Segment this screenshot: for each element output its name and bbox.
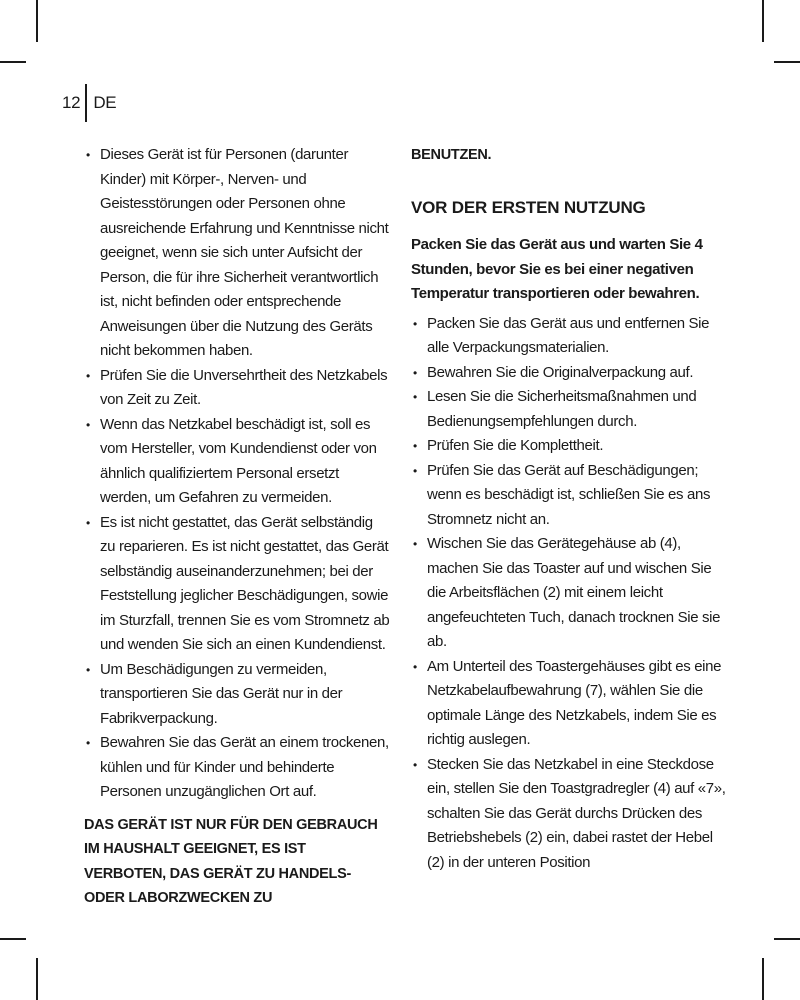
first-use-bullet-list [411, 312, 727, 876]
section-title: VOR DER ERSTEN NUTZUNG [411, 197, 646, 217]
list-item: • Bewahren Sie das Gerät an einem trockenen, kühlen und für Kinder und behinderte Personen unzugänglichen Ort auf. [84, 731, 390, 805]
right-column [411, 143, 727, 875]
crop-mark-top-left-vertical [36, 0, 38, 42]
page-number: 12 [62, 93, 81, 112]
safety-bullet-list [84, 143, 390, 805]
header-divider [85, 84, 87, 122]
list-item: • Packen Sie das Gerät aus und entfernen Sie alle Verpackungsmaterialien. [411, 312, 727, 361]
list-item: • Es ist nicht gestattet, das Gerät selbständig zu reparieren. Es ist nicht gestattet, das Gerät selbständig auseinanderzunehmen; bei der Feststellung jeglicher Beschädigungen, sowie im Sturzfall, trennen Sie es vom Stromnetz ab und wenden Sie sich an einen Kundendienst. [84, 511, 390, 658]
language-code: DE [93, 93, 117, 112]
list-item: • Wenn das Netzkabel beschädigt ist, soll es vom Hersteller, vom Kundendienst oder von ähnlich qualifiziertem Personal ersetzt werden, um Gefahren zu vermeiden. [84, 413, 390, 511]
crop-mark-top-left-horizontal [0, 61, 26, 63]
list-item: • Stecken Sie das Netzkabel in eine Steckdose ein, stellen Sie den Toastgradregler (4) auf «7», schalten Sie das Gerät durchs Drücken des Betriebshebels (2) ein, dabei rastet der Hebel (2) in der unteren Position [411, 753, 727, 876]
list-item: • Bewahren Sie die Originalverpackung auf. [411, 361, 727, 386]
list-item: • Prüfen Sie die Unversehrtheit des Netzkabels von Zeit zu Zeit. [84, 364, 390, 413]
household-use-notice: DAS GERÄT IST NUR FÜR DEN GEBRAUCH IM HAUSHALT GEEIGNET, ES IST VERBOTEN, DAS GERÄT ZU HANDELS- ODER LABORZWECKEN ZU [84, 816, 378, 906]
crop-mark-top-right-vertical [762, 0, 764, 42]
crop-mark-top-right-horizontal [774, 61, 800, 63]
list-item: • Am Unterteil des Toastergehäuses gibt es eine Netzkabelaufbewahrung (7), wählen Sie die optimale Länge des Netzkabels, indem Sie es richtig auslegen. [411, 655, 727, 753]
list-item: • Prüfen Sie das Gerät auf Beschädigungen; wenn es beschädigt ist, schließen Sie es ans Stromnetz nicht an. [411, 459, 727, 533]
crop-mark-bottom-right-vertical [762, 958, 764, 1000]
section-intro: Packen Sie das Gerät aus und warten Sie 4 Stunden, bevor Sie es bei einer negativen Temperatur transportieren oder bewahren. [411, 236, 703, 302]
crop-mark-bottom-right-horizontal [774, 938, 800, 940]
page-header [62, 84, 116, 122]
crop-mark-bottom-left-vertical [36, 958, 38, 1000]
list-item: • Wischen Sie das Gerätegehäuse ab (4), machen Sie das Toaster auf und wischen Sie die Arbeitsflächen (2) mit einem leicht angefeuchteten Tuch, danach trocknen Sie sie ab. [411, 532, 727, 655]
list-item: • Dieses Gerät ist für Personen (darunter Kinder) mit Körper-, Nerven- und Geistesstörungen oder Personen ohne ausreichende Erfahrung und Kenntnisse nicht geeignet, wenn sie sich unter Aufsicht der Person, die für ihre Sicherheit verantwortlich ist, nicht befinden oder entsprechende Anweisungen über die Nutzung des Geräts nicht bekommen haben. [84, 143, 390, 364]
crop-mark-bottom-left-horizontal [0, 938, 26, 940]
list-item: • Um Beschädigungen zu vermeiden, transportieren Sie das Gerät nur in der Fabrikverpackung. [84, 658, 390, 732]
list-item: • Lesen Sie die Sicherheitsmaßnahmen und Bedienungsempfehlungen durch. [411, 385, 727, 434]
list-item: • Prüfen Sie die Komplettheit. [411, 434, 727, 459]
left-column [84, 143, 390, 911]
household-use-notice-continued: BENUTZEN. [411, 147, 492, 163]
